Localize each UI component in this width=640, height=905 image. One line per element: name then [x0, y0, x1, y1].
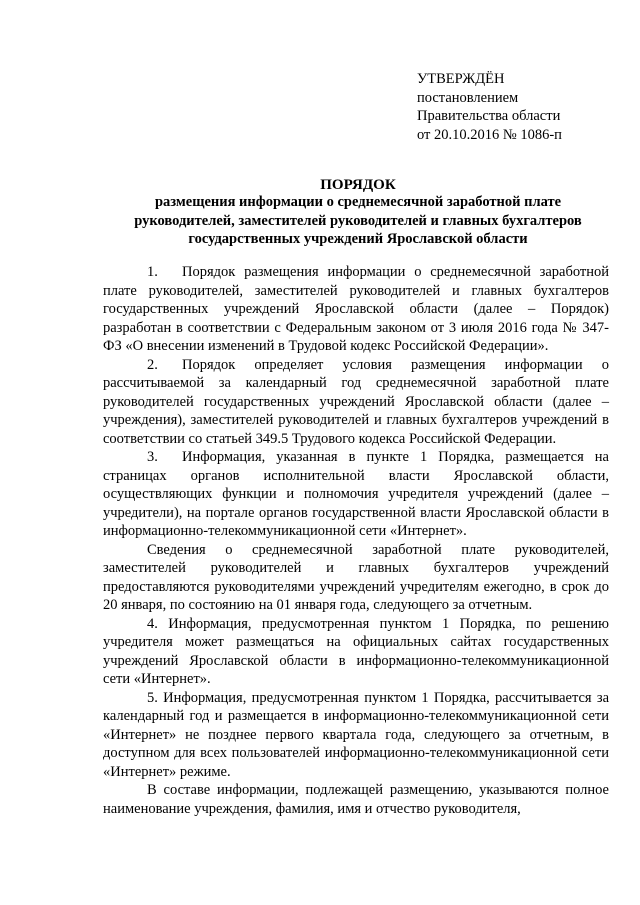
subtitle-line: размещения информации о среднемесячной заработной плате: [154, 194, 562, 210]
paragraph-1: [103, 263, 609, 356]
paragraph-text: Порядок размещения информации о среднемесячной заработной плате руководителей, заместителей руководителей и главных бухгалтеров государственных учреждений Ярославской области (далее – Порядок) разработан в соответствии с Федеральным законом от 3 июля 2016 года № 347-ФЗ «О внесении изменений в Трудовой кодекс Российской Федерации».: [103, 264, 609, 354]
paragraph-2: [103, 356, 609, 449]
document-subtitle: [60, 193, 640, 249]
document-title: ПОРЯДОК: [320, 177, 396, 193]
paragraph-text: 4. Информация, предусмотренная пунктом 1 Порядка, по решению учредителя может размещаться на официальных сайтах государственных учреждений Ярославской области в информационно-телекоммуникационной сети «Интернет».: [103, 615, 609, 687]
document-body: [103, 263, 609, 818]
subtitle-line: руководителей, заместителей руководителей и главных бухгалтеров: [134, 212, 582, 229]
paragraph-5: [103, 689, 609, 782]
approval-authority: Правительства области: [417, 108, 561, 124]
paragraph-number: 1.: [147, 264, 158, 280]
paragraph-text: Информация, указанная в пункте 1 Порядка, размещается на страницах органов исполнительной власти Ярославской области, осуществляющих функции и полномочия учредителя учреждений (далее – учредители), на портале органов государственной власти Ярославской области в информационно-телекоммуникационной сети «Интернет».: [103, 449, 609, 539]
paragraph-text: В составе информации, подлежащей размещению, указываются полное наименование учреждения, фамилия, имя и отчество руководителя,: [103, 782, 609, 817]
subtitle-line: государственных учреждений Ярославской области: [188, 231, 528, 247]
paragraph-number: 3.: [147, 449, 158, 465]
paragraph-text: Сведения о среднемесячной заработной плате руководителей, заместителей руководителей и главных бухгалтеров учреждений предоставляются руководителями учреждений учредителям ежегодно, в срок до 20 января, по состоянию на 01 января года, следующего за отчетным.: [103, 541, 609, 613]
paragraph-4: [103, 615, 609, 689]
paragraph-text: 5. Информация, предусмотренная пунктом 1 Порядка, рассчитывается за календарный год и размещается в информационно-телекоммуникационной сети «Интернет» не позднее первого квартала года, следующего за отчетным, в доступном для всех пользователей информационно-телекоммуникационной сети «Интернет» режиме.: [103, 689, 609, 780]
approval-by: постановлением: [417, 89, 519, 106]
paragraph-3: [103, 448, 609, 541]
approval-block: [417, 70, 617, 144]
approval-date-number: от 20.10.2016 № 1086-п: [417, 126, 562, 143]
paragraph-5-continued: [103, 781, 609, 818]
paragraph-number: 2.: [147, 356, 158, 373]
approval-status: УТВЕРЖДЁН: [417, 71, 505, 87]
paragraph-text: Порядок определяет условия размещения информации о рассчитываемой за календарный год среднемесячной заработной плате руководителей государственных учреждений Ярославской области (далее – учреждения), заместителей руководителей и главных бухгалтеров учреждений в соответствии со статьей 349.5 Трудового кодекса Российской Федерации.: [103, 356, 609, 447]
paragraph-3-continued: [103, 541, 609, 615]
